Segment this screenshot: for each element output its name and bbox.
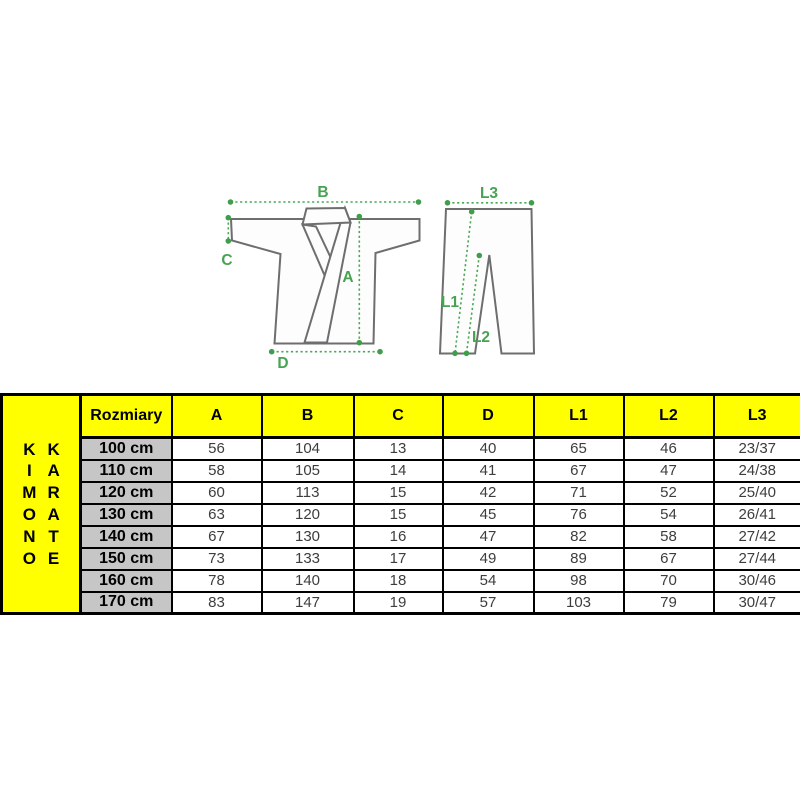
table-row-140cm [2, 526, 800, 548]
value-cell: 49 [443, 548, 534, 570]
table-row-110cm [2, 460, 800, 482]
value-cell: 56 [172, 438, 262, 460]
value-cell: 25/40 [714, 482, 800, 504]
value-cell: 15 [354, 504, 443, 526]
endpoint-dot [357, 340, 363, 346]
endpoint-dot [226, 238, 232, 244]
value-cell: 65 [534, 438, 624, 460]
brand-vertical-text [3, 439, 79, 570]
brand-letter: M [22, 483, 37, 503]
value-cell: 105 [262, 460, 354, 482]
value-cell: 58 [624, 526, 714, 548]
brand-letter: O [22, 505, 36, 524]
header-col-d: D [443, 395, 534, 438]
jacket-collar [303, 208, 351, 225]
endpoint-dot [445, 200, 451, 206]
endpoint-dot [477, 253, 483, 259]
value-cell: 40 [443, 438, 534, 460]
value-cell: 27/44 [714, 548, 800, 570]
size-cell: 160 cm [81, 570, 172, 592]
brand-vertical-cell [2, 395, 81, 614]
header-col-b: B [262, 395, 354, 438]
brand-letter: K [23, 439, 36, 459]
value-cell: 52 [624, 482, 714, 504]
brand-letter: T [48, 526, 59, 546]
value-cell: 17 [354, 548, 443, 570]
value-cell: 30/46 [714, 570, 800, 592]
brand-letter: R [47, 483, 60, 503]
size-cell: 140 cm [81, 526, 172, 548]
header-col-c: C [354, 395, 443, 438]
size-cell: 130 cm [81, 504, 172, 526]
value-cell: 46 [624, 438, 714, 460]
value-cell: 103 [534, 592, 624, 614]
header-col-l1: L1 [534, 395, 624, 438]
header-col-a: A [172, 395, 262, 438]
label-D: D [277, 355, 289, 372]
endpoint-dot [529, 200, 535, 206]
value-cell: 14 [354, 460, 443, 482]
size-cell: 170 cm [81, 592, 172, 614]
value-cell: 104 [262, 438, 354, 460]
value-cell: 26/41 [714, 504, 800, 526]
size-cell: 120 cm [81, 482, 172, 504]
size-cell: 100 cm [81, 438, 172, 460]
label-L1: L1 [440, 294, 460, 311]
brand-letter: O [22, 548, 36, 568]
brand-word-kimono [22, 439, 36, 570]
endpoint-dot [377, 349, 383, 355]
value-cell: 78 [172, 570, 262, 592]
value-cell: 67 [624, 548, 714, 570]
value-cell: 47 [443, 526, 534, 548]
brand-word-karate [47, 439, 59, 570]
value-cell: 24/38 [714, 460, 800, 482]
endpoint-dot [469, 209, 475, 215]
value-cell: 133 [262, 548, 354, 570]
value-cell: 67 [172, 526, 262, 548]
brand-letter: A [47, 461, 60, 481]
jacket-drawing [231, 208, 420, 344]
brand-letter: K [47, 439, 60, 459]
value-cell: 147 [262, 592, 354, 614]
brand-letter: N [23, 526, 36, 546]
table-row-120cm [2, 482, 800, 504]
label-C: C [221, 252, 233, 269]
endpoint-dot [357, 214, 363, 220]
size-cell: 150 cm [81, 548, 172, 570]
header-col-l3: L3 [714, 395, 800, 438]
value-cell: 30/47 [714, 592, 800, 614]
label-L3: L3 [479, 185, 499, 202]
table-row-170cm [2, 592, 800, 614]
value-cell: 67 [534, 460, 624, 482]
endpoint-dot [464, 351, 470, 357]
table-row-130cm [2, 504, 800, 526]
label-L2: L2 [471, 329, 491, 346]
value-cell: 83 [172, 592, 262, 614]
header-rozmiary: Rozmiary [81, 395, 172, 438]
value-cell: 70 [624, 570, 714, 592]
measurement-diagram [0, 0, 800, 392]
value-cell: 113 [262, 482, 354, 504]
value-cell: 42 [443, 482, 534, 504]
value-cell: 63 [172, 504, 262, 526]
header-col-l2: L2 [624, 395, 714, 438]
table-row-160cm [2, 570, 800, 592]
size-cell: 110 cm [81, 460, 172, 482]
brand-letter: E [47, 548, 60, 568]
table-row-150cm [2, 548, 800, 570]
value-cell: 98 [534, 570, 624, 592]
value-cell: 57 [443, 592, 534, 614]
value-cell: 89 [534, 548, 624, 570]
value-cell: 13 [354, 438, 443, 460]
table-header-row [2, 395, 800, 438]
endpoint-dot [452, 351, 458, 357]
brand-letter: I [26, 461, 32, 481]
value-cell: 19 [354, 592, 443, 614]
endpoint-dot [226, 215, 232, 221]
value-cell: 15 [354, 482, 443, 504]
value-cell: 58 [172, 460, 262, 482]
value-cell: 76 [534, 504, 624, 526]
value-cell: 45 [443, 504, 534, 526]
value-cell: 71 [534, 482, 624, 504]
table-row-100cm [2, 438, 800, 460]
value-cell: 130 [262, 526, 354, 548]
value-cell: 120 [262, 504, 354, 526]
value-cell: 47 [624, 460, 714, 482]
value-cell: 16 [354, 526, 443, 548]
endpoint-dot [269, 349, 275, 355]
endpoint-dot [416, 199, 422, 205]
label-B: B [317, 184, 329, 201]
value-cell: 41 [443, 460, 534, 482]
value-cell: 140 [262, 570, 354, 592]
value-cell: 54 [443, 570, 534, 592]
size-table [0, 393, 800, 615]
value-cell: 18 [354, 570, 443, 592]
endpoint-dot [228, 199, 234, 205]
brand-letter: A [47, 505, 60, 524]
label-A: A [342, 269, 354, 286]
value-cell: 23/37 [714, 438, 800, 460]
value-cell: 60 [172, 482, 262, 504]
value-cell: 27/42 [714, 526, 800, 548]
value-cell: 73 [172, 548, 262, 570]
value-cell: 82 [534, 526, 624, 548]
value-cell: 79 [624, 592, 714, 614]
value-cell: 54 [624, 504, 714, 526]
